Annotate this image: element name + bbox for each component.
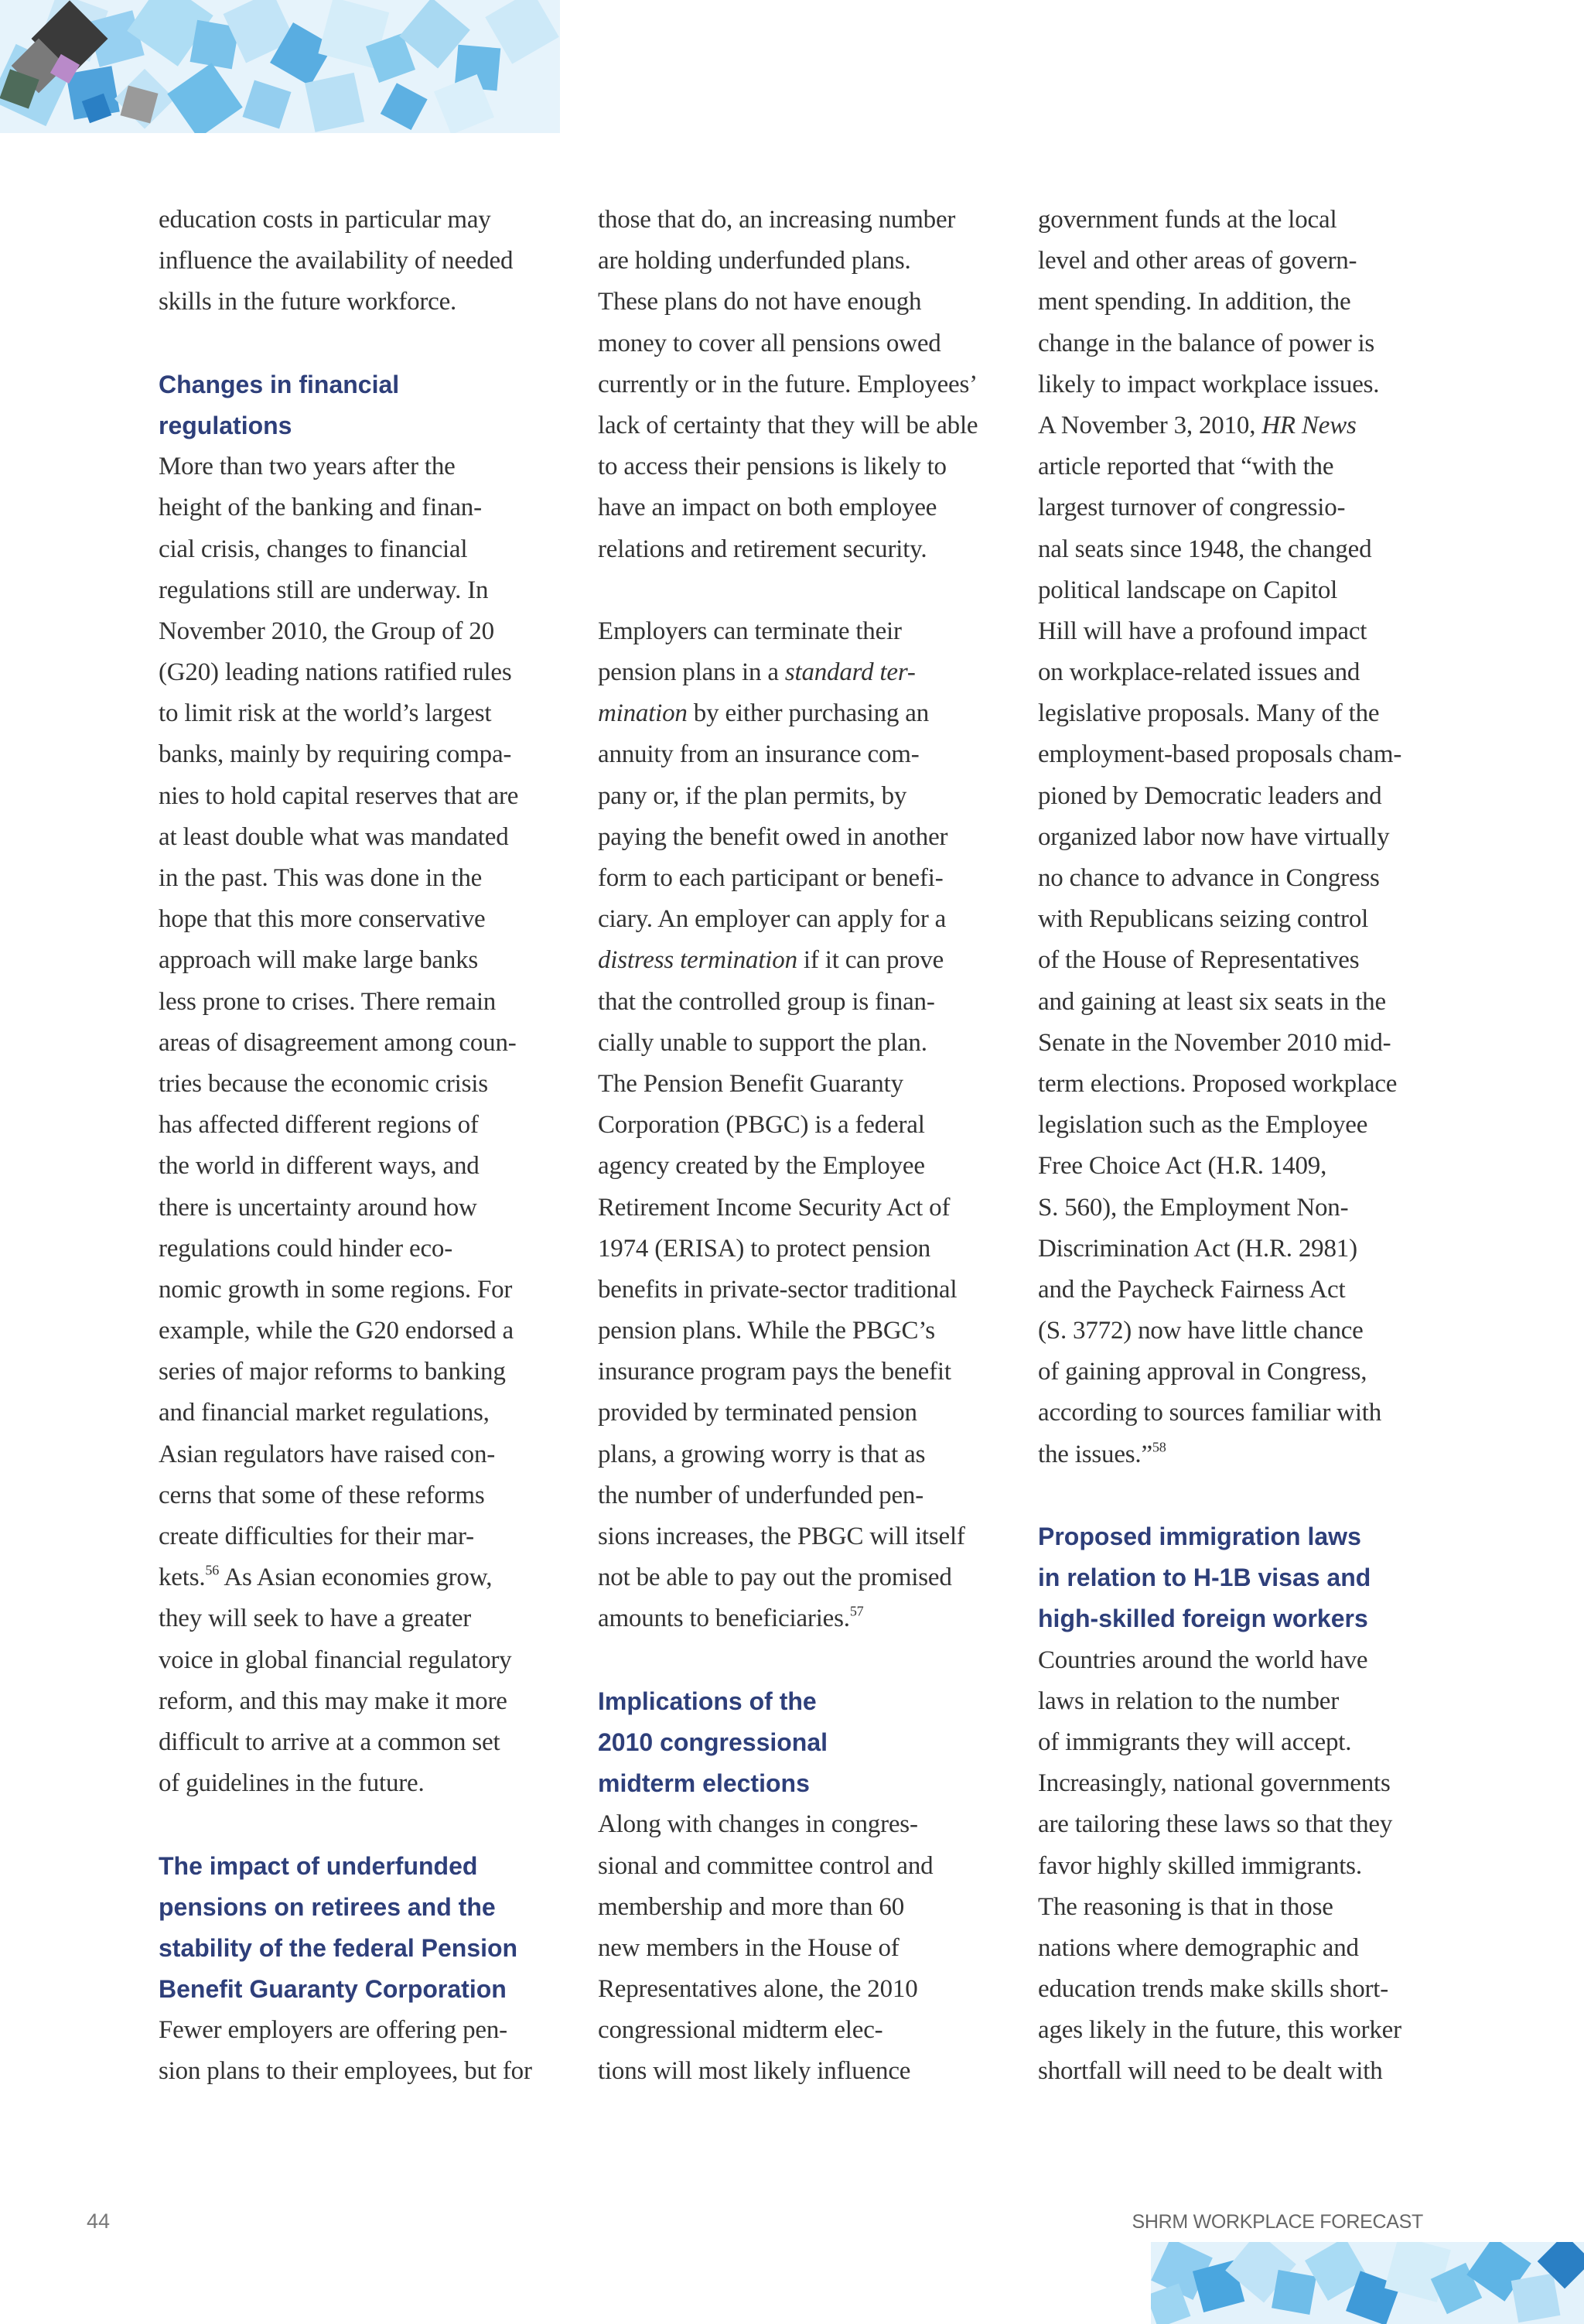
footnote-marker: 58: [1152, 1439, 1166, 1455]
body-line-with-title: [1038, 405, 1425, 446]
top-decorative-mosaic: [0, 0, 560, 133]
section-heading-financial-regulations: regulations: [159, 411, 292, 439]
body-line: difficult to arrive at a common set: [159, 1728, 500, 1756]
body-line: pany or, if the plan permits, by: [598, 781, 907, 810]
body-line: cial crisis, changes to financial: [159, 535, 468, 563]
page-number: 44: [87, 2210, 111, 2233]
body-text: kets.: [159, 1564, 206, 1592]
body-line: pioned by Democratic leaders and: [1038, 781, 1382, 810]
body-line: November 2010, the Group of 20: [159, 617, 494, 645]
body-line: of immigrants they will accept.: [1038, 1728, 1352, 1756]
body-line: annuity from an insurance com-: [598, 740, 920, 769]
bottom-decorative-mosaic: [1151, 2242, 1584, 2324]
section-heading-financial-regulations: Changes in financial: [159, 370, 400, 398]
body-line: they will seek to have a greater: [159, 1605, 472, 1633]
body-line: term elections. Proposed workplace: [1038, 1069, 1398, 1098]
body-line: nies to hold capital reserves that are: [159, 781, 519, 810]
body-line: of the House of Representatives: [1038, 946, 1360, 975]
body-line: Increasingly, national governments: [1038, 1769, 1391, 1798]
body-line: of gaining approval in Congress,: [1038, 1358, 1367, 1386]
body-line: (G20) leading nations ratified rules: [159, 658, 512, 687]
body-line: article reported that “with the: [1038, 453, 1334, 481]
body-line: education costs in particular may: [159, 206, 491, 234]
body-line: likely to impact workplace issues.: [1038, 370, 1380, 398]
body-line: have an impact on both employee: [598, 494, 937, 522]
body-line: cially unable to support the plan.: [598, 1028, 927, 1057]
publication-name: SHRM WORKPLACE FORECAST: [1132, 2211, 1423, 2233]
body-line: Countries around the world have: [1038, 1646, 1368, 1674]
body-line: Representatives alone, the 2010: [598, 1975, 918, 2004]
body-line: cerns that some of these reforms: [159, 1481, 485, 1509]
body-line: are holding underfunded plans.: [598, 247, 911, 275]
body-line: according to sources familiar with: [1038, 1399, 1382, 1427]
body-line-with-footnote: [1038, 1434, 1425, 1475]
body-line: areas of disagreement among coun-: [159, 1028, 517, 1057]
body-line: tries because the economic crisis: [159, 1069, 488, 1098]
body-line: not be able to pay out the promised: [598, 1564, 952, 1592]
body-line: level and other areas of govern-: [1038, 247, 1357, 275]
body-line: form to each participant or benefi-: [598, 864, 944, 892]
body-line: political landscape on Capitol: [1038, 576, 1338, 604]
body-line: reform, and this may make it more: [159, 1687, 507, 1715]
text-column-1: [159, 200, 545, 2093]
body-line: Fewer employers are offering pen-: [159, 2016, 507, 2045]
body-line: sions increases, the PBGC will itself: [598, 1523, 965, 1550]
body-line: employment-based proposals cham-: [1038, 740, 1402, 769]
body-text: A November 3, 2010,: [1038, 411, 1262, 439]
body-line: ment spending. In addition, the: [1038, 288, 1351, 316]
body-line: banks, mainly by requiring compa-: [159, 740, 512, 769]
body-line: ciary. An employer can apply for a: [598, 905, 947, 934]
body-line: The Pension Benefit Guaranty: [598, 1069, 903, 1098]
body-line: the world in different ways, and: [159, 1152, 480, 1181]
body-line: less prone to crises. There remain: [159, 987, 497, 1016]
body-line: Asian regulators have raised con-: [159, 1440, 496, 1468]
body-line: plans, a growing worry is that as: [598, 1440, 926, 1468]
body-line: Senate in the November 2010 mid-: [1038, 1028, 1391, 1057]
body-line: favor highly skilled immigrants.: [1038, 1851, 1362, 1880]
text-column-3: [1038, 200, 1425, 2093]
body-line: regulations still are underway. In: [159, 576, 489, 604]
body-line: tions will most likely influence: [598, 2057, 911, 2086]
body-line: shortfall will need to be dealt with: [1038, 2057, 1383, 2086]
body-line: change in the balance of power is: [1038, 329, 1375, 357]
body-line-with-term: [598, 652, 985, 693]
body-line: skills in the future workforce.: [159, 288, 457, 316]
body-line: and financial market regulations,: [159, 1399, 490, 1427]
body-line: on workplace-related issues and: [1038, 658, 1360, 687]
body-line: there is uncertainty around how: [159, 1193, 477, 1222]
body-line: provided by terminated pension: [598, 1399, 917, 1427]
footnote-marker: 56: [205, 1562, 220, 1578]
body-line: and the Paycheck Fairness Act: [1038, 1275, 1346, 1304]
body-line: series of major reforms to banking: [159, 1358, 506, 1386]
body-line: and gaining at least six seats in the: [1038, 987, 1386, 1016]
body-line-with-footnote: [598, 1598, 985, 1639]
body-text: pension plans in a: [598, 658, 785, 687]
body-line: to access their pensions is likely to: [598, 453, 947, 481]
body-line: laws in relation to the number: [1038, 1687, 1339, 1715]
body-line: those that do, an increasing number: [598, 206, 956, 234]
body-line: height of the banking and finan-: [159, 494, 482, 522]
body-line: Hill will have a profound impact: [1038, 617, 1367, 645]
body-line: of guidelines in the future.: [159, 1769, 425, 1798]
body-line: congressional midterm elec-: [598, 2016, 883, 2045]
section-heading-immigration-laws: Proposed immigration laws: [1038, 1523, 1361, 1550]
term-distress-termination: distress termination: [598, 946, 797, 975]
body-line: create difficulties for their mar-: [159, 1523, 474, 1550]
body-line: sion plans to their employees, but for: [159, 2057, 532, 2086]
section-heading-immigration-laws: in relation to H-1B visas and: [1038, 1564, 1371, 1592]
body-line: with Republicans seizing control: [1038, 905, 1369, 934]
body-line: hope that this more conservative: [159, 905, 486, 934]
body-line: Corporation (PBGC) is a federal: [598, 1111, 925, 1140]
section-heading-underfunded-pensions: stability of the federal Pension: [159, 1933, 518, 1962]
footnote-marker: 57: [849, 1603, 864, 1619]
body-line: that the controlled group is finan-: [598, 987, 935, 1016]
body-line: Retirement Income Security Act of: [598, 1193, 951, 1222]
section-heading-underfunded-pensions: Benefit Guaranty Corporation: [159, 1975, 507, 2004]
section-heading-midterm-elections: midterm elections: [598, 1769, 810, 1798]
body-line: legislation such as the Employee: [1038, 1111, 1368, 1140]
body-line: lack of certainty that they will be able: [598, 411, 978, 439]
body-line: largest turnover of congressio-: [1038, 494, 1346, 522]
body-line: paying the benefit owed in another: [598, 822, 948, 851]
body-line: regulations could hinder eco-: [159, 1234, 452, 1263]
body-line: membership and more than 60: [598, 1892, 904, 1921]
body-line: to limit risk at the world’s largest: [159, 699, 492, 728]
publication-title: HR News: [1261, 411, 1357, 439]
section-heading-midterm-elections: 2010 congressional: [598, 1728, 828, 1756]
body-line: benefits in private-sector traditional: [598, 1275, 958, 1304]
body-line: More than two years after the: [159, 453, 456, 481]
body-line: S. 560), the Employment Non-: [1038, 1193, 1349, 1222]
text-column-2: [598, 200, 985, 2093]
term-standard-termination: standard ter-: [784, 658, 916, 687]
body-line: Employers can terminate their: [598, 617, 902, 645]
body-text: amounts to beneficiaries.: [598, 1605, 850, 1633]
body-line: (S. 3772) now have little chance: [1038, 1317, 1364, 1345]
body-text: the issues.”: [1038, 1440, 1152, 1468]
body-line: 1974 (ERISA) to protect pension: [598, 1234, 931, 1263]
body-line: insurance program pays the benefit: [598, 1358, 951, 1386]
body-line: the number of underfunded pen-: [598, 1481, 924, 1509]
body-line: relations and retirement security.: [598, 535, 927, 563]
body-line: education trends make skills short-: [1038, 1975, 1389, 2004]
body-line: These plans do not have enough: [598, 288, 922, 316]
body-line: at least double what was mandated: [159, 822, 509, 851]
body-text: by either purchasing an: [687, 699, 930, 728]
body-line: organized labor now have virtually: [1038, 822, 1390, 851]
body-line: in the past. This was done in the: [159, 864, 483, 892]
body-text: if it can prove: [797, 946, 944, 975]
section-heading-underfunded-pensions: pensions on retirees and the: [159, 1892, 496, 1921]
body-line: ages likely in the future, this worker: [1038, 2016, 1401, 2045]
section-heading-midterm-elections: Implications of the: [598, 1687, 817, 1715]
body-line: no chance to advance in Congress: [1038, 864, 1380, 892]
body-line: money to cover all pensions owed: [598, 329, 941, 357]
body-line: new members in the House of: [598, 1933, 900, 1962]
body-line: currently or in the future. Employees’: [598, 370, 978, 398]
body-line: voice in global financial regulatory: [159, 1646, 512, 1674]
body-line: government funds at the local: [1038, 206, 1337, 234]
section-heading-immigration-laws: high-skilled foreign workers: [1038, 1605, 1368, 1633]
body-line: nations where demographic and: [1038, 1933, 1359, 1962]
body-line: nomic growth in some regions. For: [159, 1275, 513, 1304]
body-line-with-term: [598, 940, 985, 981]
body-line-with-term: [598, 693, 985, 734]
body-line: The reasoning is that in those: [1038, 1892, 1333, 1921]
section-heading-underfunded-pensions: The impact of underfunded: [159, 1851, 478, 1880]
body-line: nal seats since 1948, the changed: [1038, 535, 1372, 563]
body-line: agency created by the Employee: [598, 1152, 925, 1181]
body-line: Free Choice Act (H.R. 1409,: [1038, 1152, 1327, 1181]
body-line: legislative proposals. Many of the: [1038, 699, 1380, 728]
body-line: Discrimination Act (H.R. 2981): [1038, 1234, 1357, 1263]
body-line: has affected different regions of: [159, 1111, 479, 1140]
body-line: example, while the G20 endorsed a: [159, 1317, 514, 1345]
body-line: are tailoring these laws so that they: [1038, 1810, 1393, 1839]
body-line: sional and committee control and: [598, 1851, 934, 1880]
body-line-with-footnote: [159, 1557, 545, 1598]
term-standard-termination: mination: [598, 699, 688, 728]
body-text: As Asian economies grow,: [219, 1564, 493, 1592]
body-line: approach will make large banks: [159, 946, 479, 975]
body-line: influence the availability of needed: [159, 247, 514, 275]
body-line: pension plans. While the PBGC’s: [598, 1317, 935, 1345]
body-line: Along with changes in congres-: [598, 1810, 918, 1839]
